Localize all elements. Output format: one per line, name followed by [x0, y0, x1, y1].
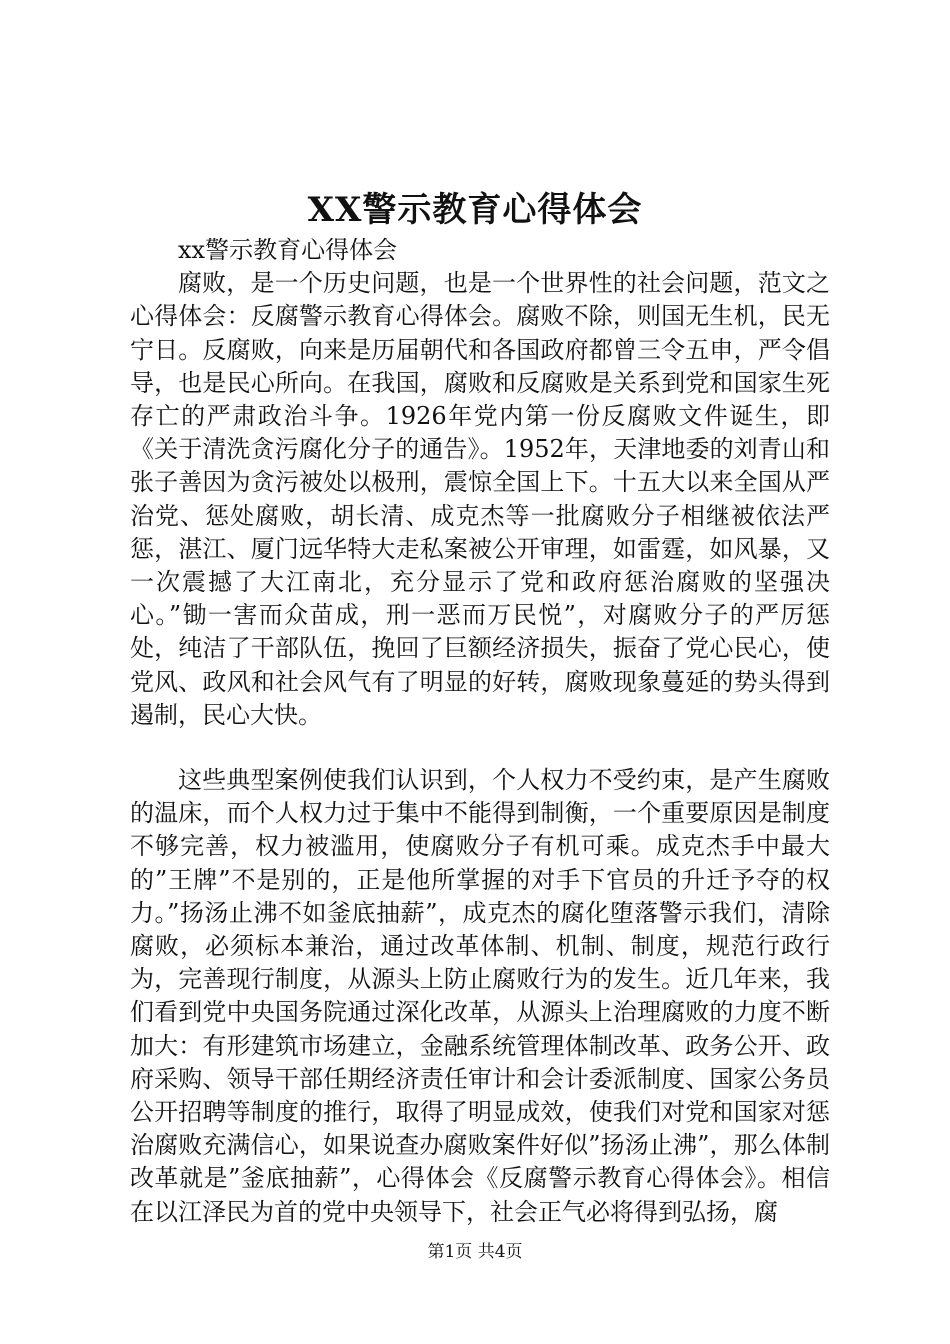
- document-subtitle: xx警示教育心得体会: [178, 236, 398, 264]
- document-title: XX警示教育心得体会: [307, 190, 643, 230]
- paragraph-2: 这些典型案例使我们认识到，个人权力不受约束，是产生腐败的温床，而个人权力过于集中不能得到制衡，一个重要原因是制度不够完善，权力被滥用，使腐败分子有机可乘。成克杰手中最大的”王牌”不是别的，正是他所掌握的对手下官员的升迁予夺的权力。”扬汤止沸不如釜底抽薪”，成克杰的腐化堕落警示我们，清除腐败，必须标本兼治，通过改革体制、机制、制度，规范行政行为，完善现行制度，从源头上防止腐败行为的发生。近几年来，我们看到党中央国务院通过深化改革，从源头上治理腐败的力度不断加大：有形建筑市场建立，金融系统管理体制改革、政务公开、政府采购、领导干部任期经济责任审计和会计委派制度、国家公务员公开招聘等制度的推行，取得了明显成效，使我们对党和国家对惩治腐败充满信心，如果说查办腐败案件好似”扬汤止沸”，那么体制改革就是”釜底抽薪”，心得体会《反腐警示教育心得体会》。相信在以江泽民为首的党中央领导下，社会正气必将得到弘扬，腐: [130, 766, 830, 1226]
- paragraph-1: 腐败，是一个历史问题，也是一个世界性的社会问题，范文之心得体会：反腐警示教育心得体会。腐败不除，则国无生机，民无宁日。反腐败，向来是历届朝代和各国政府都曾三令五申，严令倡导，也是民心所向。在我国，腐败和反腐败是关系到党和国家生死存亡的严肃政治斗争。1926年党内第一份反腐败文件诞生，即《关于清洗贪污腐化分子的通告》。1952年，天津地委的刘青山和张子善因为贪污被处以极刑，震惊全国上下。十五大以来全国从严治党、惩处腐败，胡长清、成克杰等一批腐败分子相继被依法严惩，湛江、厦门远华特大走私案被公开审理，如雷霆，如风暴，又一次震撼了大江南北，充分显示了党和政府惩治腐败的坚强决心。”锄一害而众苗成，刑一恶而万民悦”，对腐败分子的严厉惩处，纯洁了干部队伍，挽回了巨额经济损失，振奋了党心民心，使党风、政风和社会风气有了明显的好转，腐败现象蔓延的势头得到遏制，民心大快。: [130, 269, 830, 729]
- document-body: [130, 234, 830, 1229]
- page-footer: 第1页 共4页: [427, 1242, 523, 1262]
